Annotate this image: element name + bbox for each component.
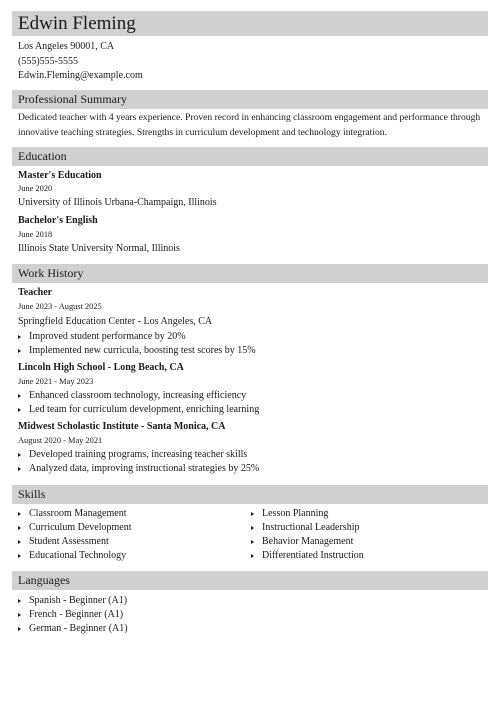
bullet-icon [18,408,21,412]
candidate-name: Edwin Fleming [18,12,136,34]
education-degree: Bachelor's English [18,215,98,226]
skill-item: Classroom Management [18,508,126,519]
job-title: Midwest Scholastic Institute - Santa Monica, CA [18,421,226,432]
skill-item: Lesson Planning [251,508,328,519]
job-title: Lincoln High School - Long Beach, CA [18,362,184,373]
bullet-icon [18,613,21,617]
contact-location: Los Angeles 90001, CA [18,41,115,52]
bullet-icon [18,526,21,530]
bullet-icon [251,512,254,516]
bullet-icon [18,599,21,603]
bullet-icon [18,335,21,339]
section-title: Skills [18,487,46,501]
job-bullet: Analyzed data, improving instructional strategies by 25% [18,463,259,474]
skill-item: Instructional Leadership [251,522,359,533]
bullet-icon [18,512,21,516]
name-banner [12,11,488,36]
job-dates: August 2020 - May 2021 [18,436,103,445]
bullet-icon [18,554,21,558]
skill-item: Student Assessment [18,536,109,547]
contact-phone: (555)555-5555 [18,55,78,67]
job-bullet: Led team for curriculum development, enriching learning [18,404,259,415]
education-date: June 2020 [18,184,53,193]
section-title: Education [18,149,67,163]
education-school: University of Illinois Urbana-Champaign, Illinois [18,197,217,208]
section-header-skills [12,485,488,504]
section-header-work-history [12,264,488,283]
bullet-icon [18,453,21,457]
job-bullet: Implemented new curricula, boosting test scores by 15% [18,345,256,356]
skill-item: Behavior Management [251,536,353,547]
education-school: Illinois State University Normal, Illinois [18,243,180,254]
bullet-icon [18,467,21,471]
bullet-icon [18,394,21,398]
job-title: Teacher [18,287,53,298]
job-bullet: Enhanced classroom technology, increasing efficiency [18,390,246,401]
skill-item: Curriculum Development [18,522,131,533]
bullet-icon [18,627,21,631]
skill-item: Differentiated Instruction [251,550,364,561]
bullet-icon [251,540,254,544]
summary-text: Dedicated teacher with 4 years experience. Proven record in enhancing classroom engagement and performance through innovative teaching strategies. Strengths in curriculum development and technology integration. [18,112,481,138]
education-degree: Master's Education [18,170,102,181]
job-dates: June 2023 - August 2025 [18,302,102,311]
contact-email: Edwin.Fleming@example.com [18,70,143,81]
section-header-education [12,147,488,166]
bullet-icon [18,349,21,353]
language-item: French - Beginner (A1) [18,609,123,620]
section-header-summary [12,90,488,109]
job-bullet: Improved student performance by 20% [18,331,186,342]
language-item: German - Beginner (A1) [18,623,128,634]
bullet-icon [251,554,254,558]
section-title: Professional Summary [18,92,127,106]
language-item: Spanish - Beginner (A1) [18,595,127,606]
section-title: Languages [18,573,70,587]
skill-item: Educational Technology [18,550,126,561]
section-title: Work History [18,266,84,280]
bullet-icon [18,540,21,544]
education-date: June 2018 [18,230,53,239]
job-dates: June 2021 - May 2023 [18,377,94,386]
job-employer: Springfield Education Center - Los Angeles, CA [18,316,213,327]
job-bullet: Developed training programs, increasing teacher skills [18,449,247,460]
bullet-icon [251,526,254,530]
section-header-languages [12,571,488,590]
